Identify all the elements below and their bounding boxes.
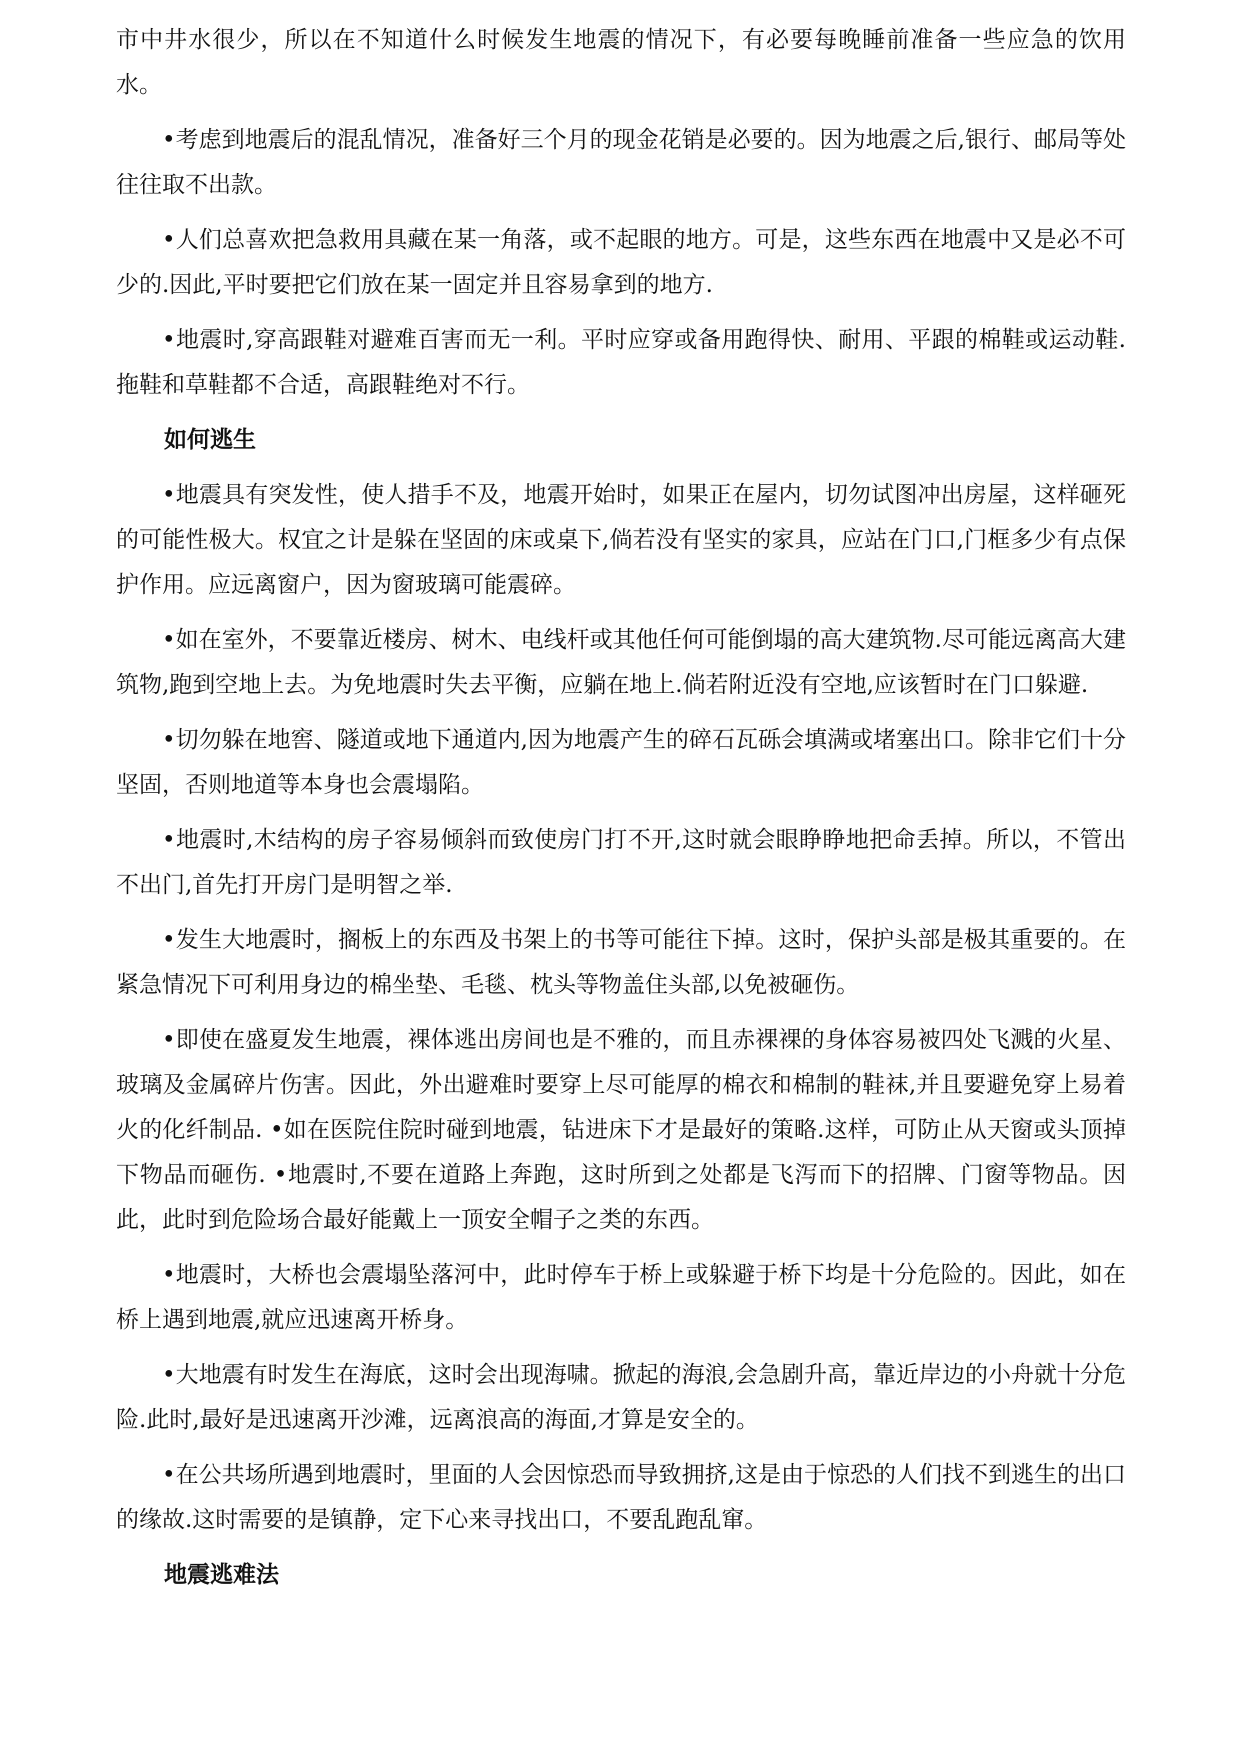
paragraph-open-door: •地震时,木结构的房子容易倾斜而致使房门打不开,这时就会眼睁睁地把命丢掉。所以，不管出不出门,首先打开房门是明智之举. [116, 827, 1126, 898]
paragraph-indoor: •地震具有突发性，使人措手不及，地震开始时，如果正在屋内，切勿试图冲出房屋，这样砸死的可能性极大。权宜之计是躲在坚固的床或桌下,倘若没有坚实的家具，应站在门口,门框多少有点保护作用。应远离窗户，因为窗玻璃可能震碎。 [116, 482, 1126, 598]
paragraph-cash: •考虑到地震后的混乱情况，准备好三个月的现金花销是必要的。因为地震之后,银行、邮局等处往往取不出款。 [116, 127, 1126, 198]
section-heading-method: 地震逃难法 [164, 1562, 279, 1588]
paragraph-drinking-water: 市中井水很少，所以在不知道什么时候发生地震的情况下，有必要每晚睡前准备一些应急的饮用水。 [116, 27, 1126, 98]
paragraph-public-places: •在公共场所遇到地震时，里面的人会因惊恐而导致拥挤,这是由于惊恐的人们找不到逃生的出口的缘故.这时需要的是镇静，定下心来寻找出口，不要乱跑乱窜。 [116, 1462, 1126, 1533]
paragraph-bridge: •地震时，大桥也会震塌坠落河中，此时停车于桥上或躲避于桥下均是十分危险的。因此，如在桥上遇到地震,就应迅速离开桥身。 [116, 1262, 1126, 1333]
paragraph-outdoor: •如在室外，不要靠近楼房、树木、电线杆或其他任何可能倒塌的高大建筑物.尽可能远离高大建筑物,跑到空地上去。为免地震时失去平衡，应躺在地上.倘若附近没有空地,应该暂时在门口躲避. [116, 627, 1126, 698]
paragraph-clothing-hospital-street: •即使在盛夏发生地震，裸体逃出房间也是不雅的，而且赤裸裸的身体容易被四处飞溅的火星、玻璃及金属碎片伤害。因此，外出避难时要穿上尽可能厚的棉衣和棉制的鞋袜,并且要避免穿上易着火的化纤制品. •如在医院住院时碰到地震，钻进床下才是最好的策略.这样，可防止从天窗或头顶掉下物品而砸伤. •地震时,不要在道路上奔跑，这时所到之处都是飞泻而下的招牌、门窗等物品。因此，此时到危险场合最好能戴上一顶安全帽子之类的东西。 [116, 1027, 1126, 1233]
section-heading-escape: 如何逃生 [164, 427, 256, 453]
paragraph-tunnels: •切勿躲在地窖、隧道或地下通道内,因为地震产生的碎石瓦砾会填满或堵塞出口。除非它们十分坚固，否则地道等本身也会震塌陷。 [116, 727, 1126, 798]
document-body [116, 18, 1126, 1608]
paragraph-protect-head: •发生大地震时，搁板上的东西及书架上的书等可能往下掉。这时，保护头部是极其重要的。在紧急情况下可利用身边的棉坐垫、毛毯、枕头等物盖住头部,以免被砸伤。 [116, 927, 1126, 998]
paragraph-first-aid-kit: •人们总喜欢把急救用具藏在某一角落，或不起眼的地方。可是，这些东西在地震中又是必不可少的.因此,平时要把它们放在某一固定并且容易拿到的地方. [116, 227, 1126, 298]
paragraph-tsunami: •大地震有时发生在海底，这时会出现海啸。掀起的海浪,会急剧升高，靠近岸边的小舟就十分危险.此时,最好是迅速离开沙滩，远离浪高的海面,才算是安全的。 [116, 1362, 1126, 1433]
paragraph-shoes: •地震时,穿高跟鞋对避难百害而无一利。平时应穿或备用跑得快、耐用、平跟的棉鞋或运动鞋.拖鞋和草鞋都不合适，高跟鞋绝对不行。 [116, 327, 1126, 398]
